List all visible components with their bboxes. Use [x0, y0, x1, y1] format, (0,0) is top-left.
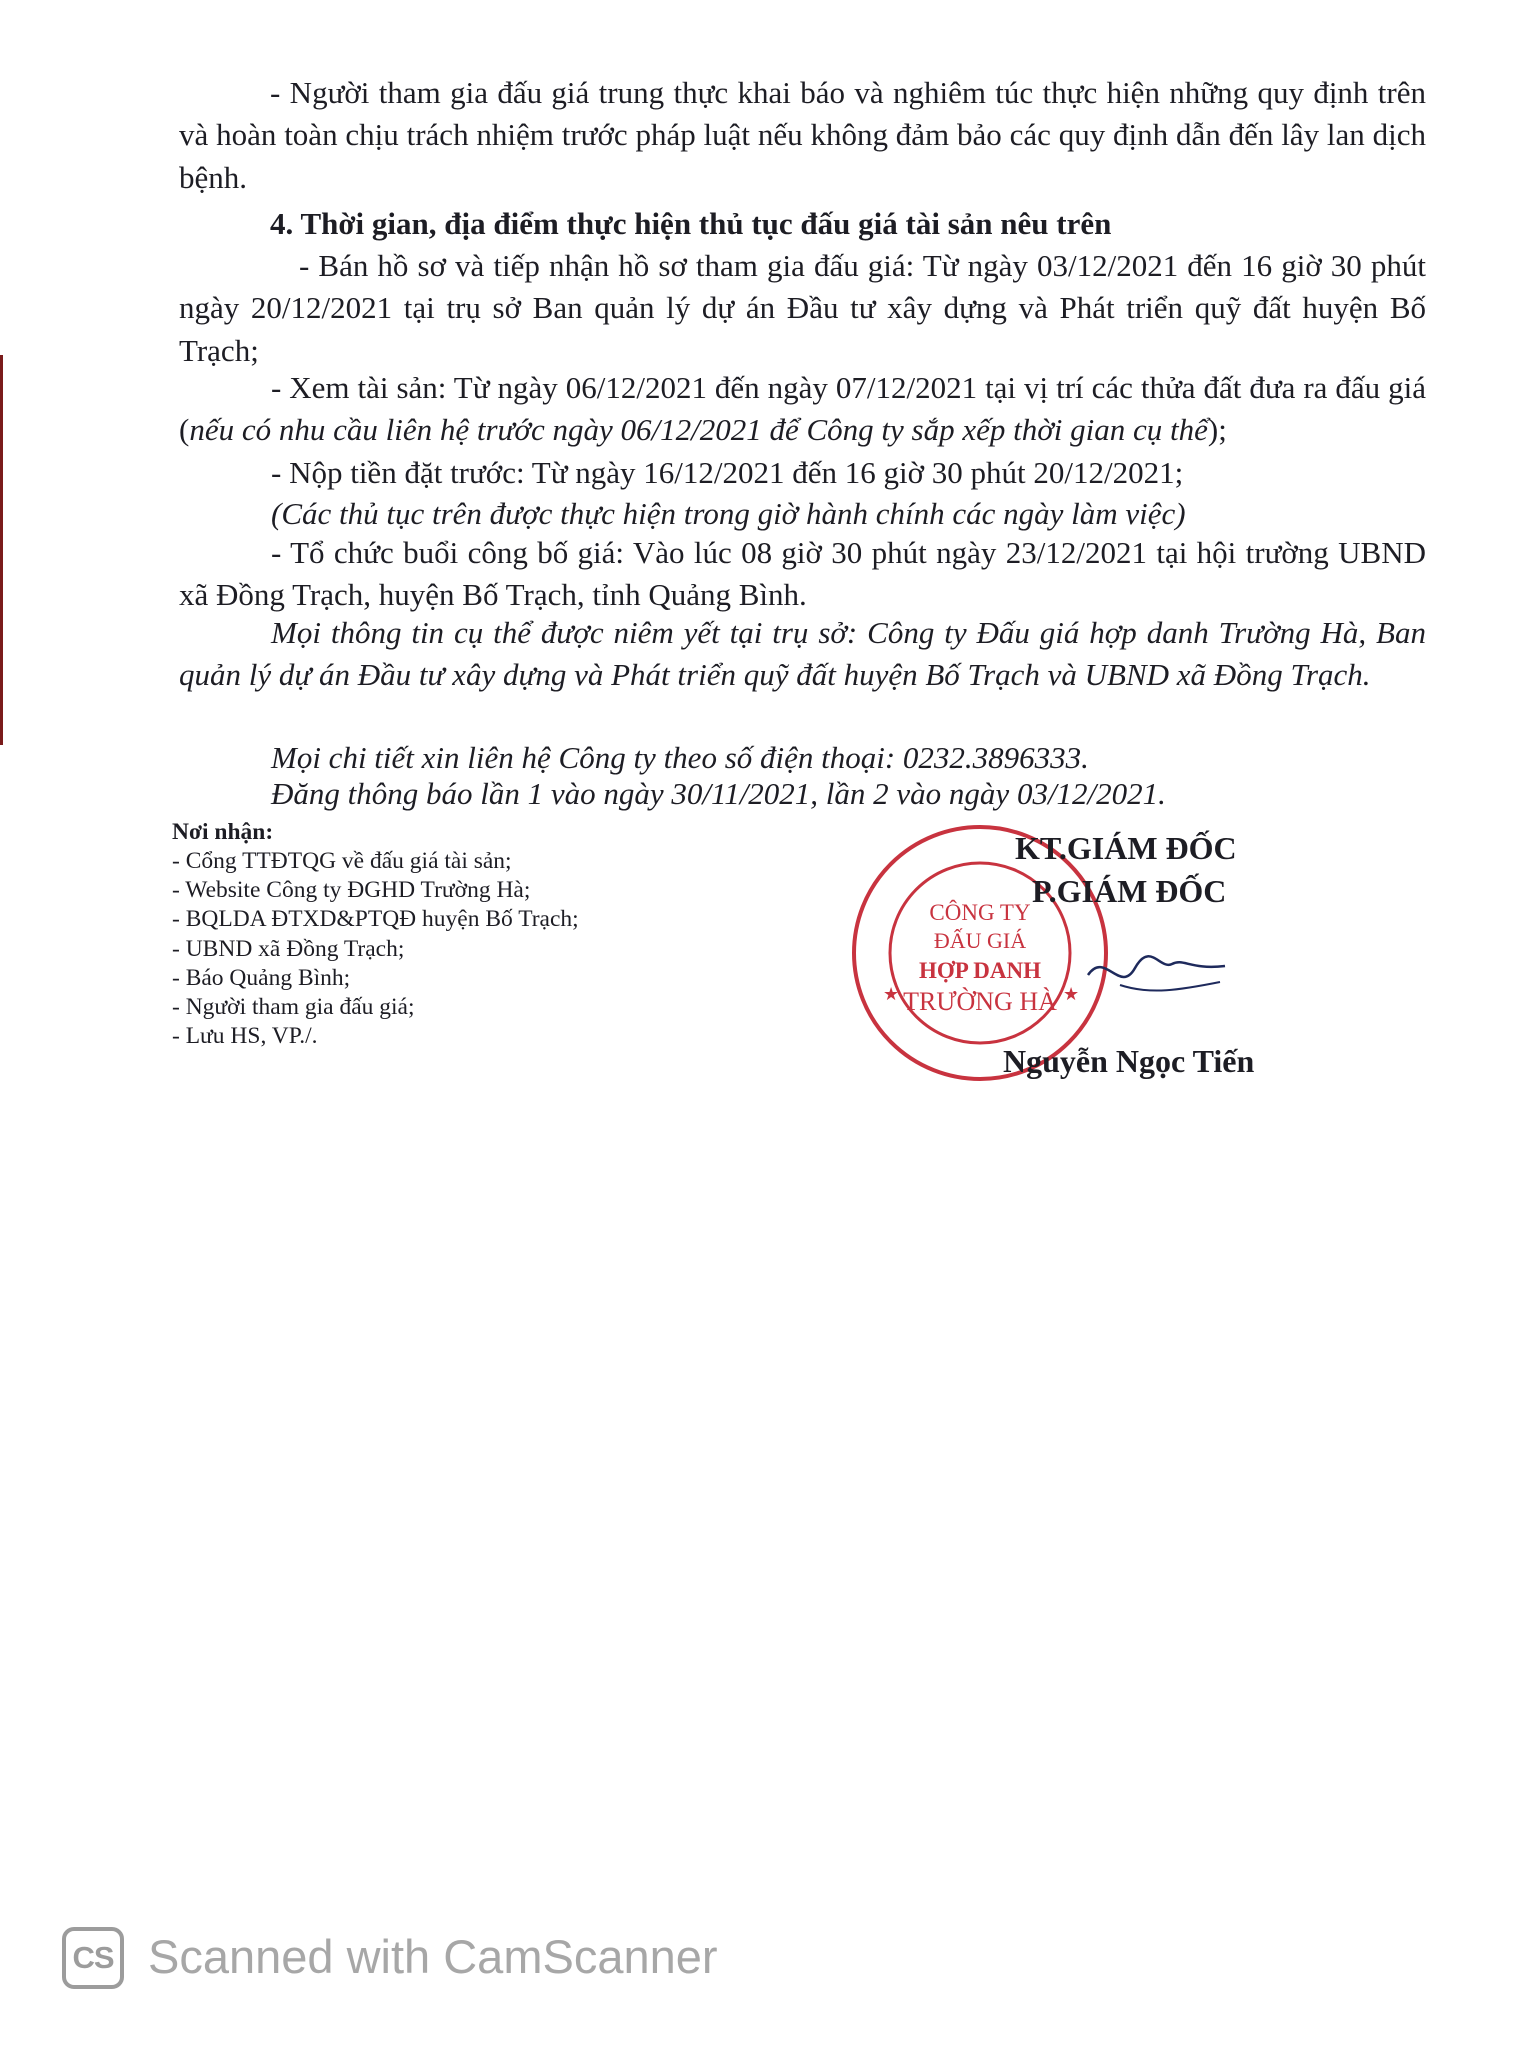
section-heading-4: 4. Thời gian, địa điểm thực hiện thủ tục đấu giá tài sản nêu trên	[270, 206, 1112, 241]
paragraph-dossier-sale: - Bán hồ sơ và tiếp nhận hồ sơ tham gia đấu giá: Từ ngày 03/12/2021 đến 16 giờ 30 phút ngày 20/12/2021 tại trụ sở Ban quản lý dự án Đầu tư xây dựng và Phát triển quỹ đất huyện Bố Trạch;	[179, 248, 1426, 368]
asset-viewing-end: );	[1207, 412, 1227, 448]
seal-line-2: ĐẤU GIÁ	[933, 928, 1027, 953]
svg-text:★: ★	[883, 984, 900, 1005]
scan-edge-shadow	[0, 355, 3, 745]
recipient-item: - Lưu HS, VP./.	[172, 1022, 318, 1049]
asset-viewing-text: - Xem tài sản: Từ ngày 06/12/2021 đến ngày 07/12/2021 tại vị trí các thửa đất đưa ra đấu giá (	[179, 370, 1426, 448]
paragraph-participant-declaration: - Người tham gia đấu giá trung thực khai báo và nghiêm túc thực hiện những quy định trên và hoàn toàn chịu trách nhiệm trước pháp luật nếu không đảm bảo các quy định dẫn đến lây lan dịch bệnh.	[179, 75, 1426, 195]
recipient-item: - Website Công ty ĐGHD Trường Hà;	[172, 877, 531, 904]
paragraph-deposit: - Nộp tiền đặt trước: Từ ngày 16/12/2021 đến 16 giờ 30 phút 20/12/2021;	[271, 455, 1184, 490]
signature-title-deputy-director: P.GIÁM ĐỐC	[1032, 873, 1227, 909]
recipient-item: - BQLDA ĐTXD&PTQĐ huyện Bố Trạch;	[172, 906, 579, 933]
recipient-item: - Người tham gia đấu giá;	[172, 993, 415, 1020]
recipients-heading: Nơi nhận:	[172, 819, 274, 845]
signer-name: Nguyễn Ngọc Tiến	[1003, 1043, 1255, 1079]
seal-line-3: HỢP DANH	[918, 958, 1042, 983]
paragraph-asset-viewing	[179, 367, 1426, 452]
svg-text:★: ★	[1063, 984, 1080, 1005]
asset-viewing-note: nếu có nhu cầu liên hệ trước ngày 06/12/2021 để Công ty sắp xếp thời gian cụ thể	[189, 412, 1208, 448]
handwritten-signature	[1080, 940, 1230, 1020]
camscanner-watermark	[62, 1925, 862, 1995]
paragraph-working-hours-note: (Các thủ tục trên được thực hiện trong giờ hành chính các ngày làm việc)	[271, 496, 1186, 531]
watermark-text: Scanned with CamScanner	[148, 1930, 718, 1983]
recipient-item: - Báo Quảng Bình;	[172, 964, 351, 991]
camscanner-logo-icon: CS	[62, 1927, 124, 1989]
seal-line-1: CÔNG TY	[929, 900, 1031, 925]
recipients-block	[172, 818, 732, 1051]
recipient-item: - UBND xã Đồng Trạch;	[172, 935, 405, 962]
recipient-item: - Cổng TTĐTQG về đấu giá tài sản;	[172, 848, 512, 875]
paragraph-price-announcement: - Tổ chức buổi công bố giá: Vào lúc 08 giờ 30 phút ngày 23/12/2021 tại hội trường UBND xã Đồng Trạch, huyện Bố Trạch, tỉnh Quảng Bình.	[179, 535, 1426, 613]
paragraph-contact-phone: Mọi chi tiết xin liên hệ Công ty theo số điện thoại: 0232.3896333.	[271, 740, 1089, 775]
paragraph-posting-info: Mọi thông tin cụ thể được niêm yết tại trụ sở: Công ty Đấu giá hợp danh Trường Hà, Ban quản lý dự án Đầu tư xây dựng và Phát triển quỹ đất huyện Bố Trạch và UBND xã Đồng Trạch.	[179, 615, 1426, 693]
seal-line-4: TRƯỜNG HÀ	[903, 987, 1057, 1016]
paragraph-publication-dates: Đăng thông báo lần 1 vào ngày 30/11/2021, lần 2 vào ngày 03/12/2021.	[271, 776, 1166, 811]
signature-title-director: KT.GIÁM ĐỐC	[1015, 830, 1237, 866]
